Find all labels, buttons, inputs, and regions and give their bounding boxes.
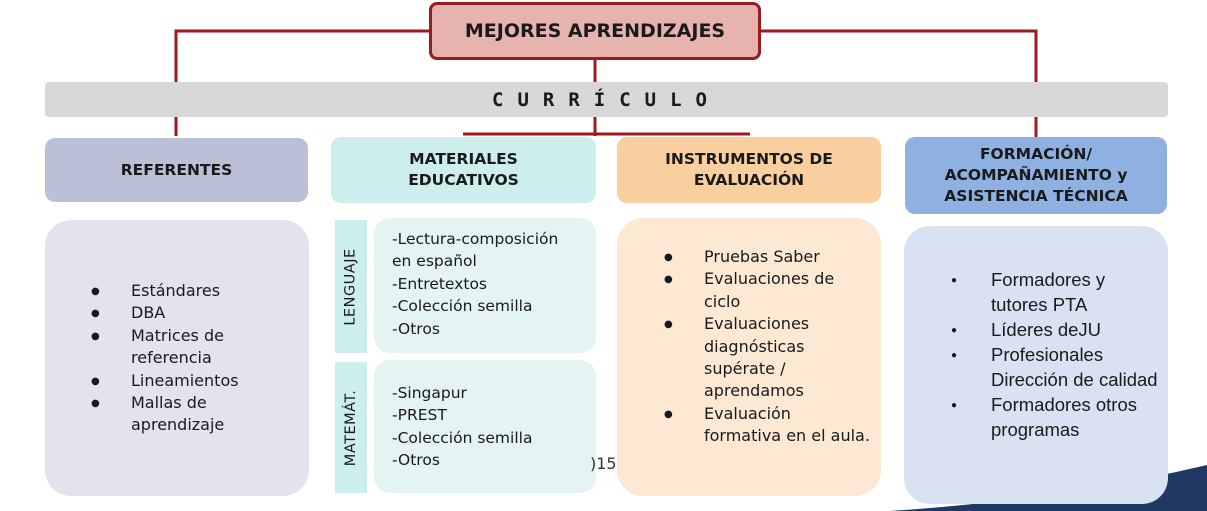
list-item: ● Estándares bbox=[91, 280, 301, 302]
list-item: ● Líderes deJU bbox=[949, 318, 1164, 343]
list-item: ● Evaluación formativa en el aula. bbox=[660, 403, 870, 448]
main-title-box: MEJORES APRENDIZAJES bbox=[429, 2, 761, 60]
list-item: ● Lineamientos bbox=[91, 370, 301, 392]
instrumentos-list bbox=[660, 246, 870, 448]
list-item: ● Evaluaciones de ciclo bbox=[660, 268, 870, 313]
matematicas-side-label bbox=[335, 362, 367, 493]
formacion-header-text: FORMACIÓN/ ACOMPAÑAMIENTO y ASISTENCIA TÉCNICA bbox=[944, 145, 1128, 205]
list-item: ● Matrices de referencia bbox=[91, 325, 301, 370]
lenguaje-label: LENGUAJE bbox=[343, 247, 360, 326]
fragment-text: )15 bbox=[590, 454, 617, 473]
material-item: -Otros bbox=[392, 319, 440, 338]
formacion-list bbox=[949, 268, 1164, 443]
list-item: ● Formadores otros programas bbox=[949, 393, 1164, 443]
referentes-list bbox=[91, 280, 301, 437]
list-item: ● Pruebas Saber bbox=[660, 246, 870, 268]
material-item: -Entretextos bbox=[392, 274, 488, 293]
instrumentos-header-text: INSTRUMENTOS DE EVALUACIÓN bbox=[665, 150, 833, 189]
lenguaje-materials-box bbox=[374, 218, 596, 353]
material-item: -Lectura-composición en español bbox=[392, 230, 559, 271]
list-item: ● DBA bbox=[91, 302, 301, 324]
instrumentos-header bbox=[617, 137, 881, 203]
list-item: ● Evaluaciones diagnósticas supérate / aprendamos bbox=[660, 313, 870, 403]
matematicas-label: MATEMÁT. bbox=[343, 389, 359, 466]
matematicas-materials-box bbox=[374, 360, 596, 493]
material-item: -Singapur bbox=[392, 384, 467, 402]
material-item: -Colección semilla bbox=[392, 428, 533, 447]
formacion-header bbox=[905, 137, 1167, 214]
lenguaje-side-label bbox=[335, 220, 367, 353]
materiales-header-text: MATERIALES EDUCATIVOS bbox=[408, 150, 519, 189]
curriculo-band: CURRÍCULO bbox=[45, 82, 1168, 117]
list-item: ● Formadores y tutores PTA bbox=[949, 268, 1164, 318]
referentes-header: REFERENTES bbox=[45, 138, 308, 202]
material-item: -Colección semilla bbox=[392, 297, 533, 316]
list-item: ● Profesionales Dirección de calidad bbox=[949, 343, 1164, 393]
material-item: -Otros bbox=[392, 451, 440, 470]
materiales-header bbox=[331, 137, 596, 203]
material-item: -PREST bbox=[392, 406, 447, 425]
list-item: ● Mallas de aprendizaje bbox=[91, 392, 301, 437]
